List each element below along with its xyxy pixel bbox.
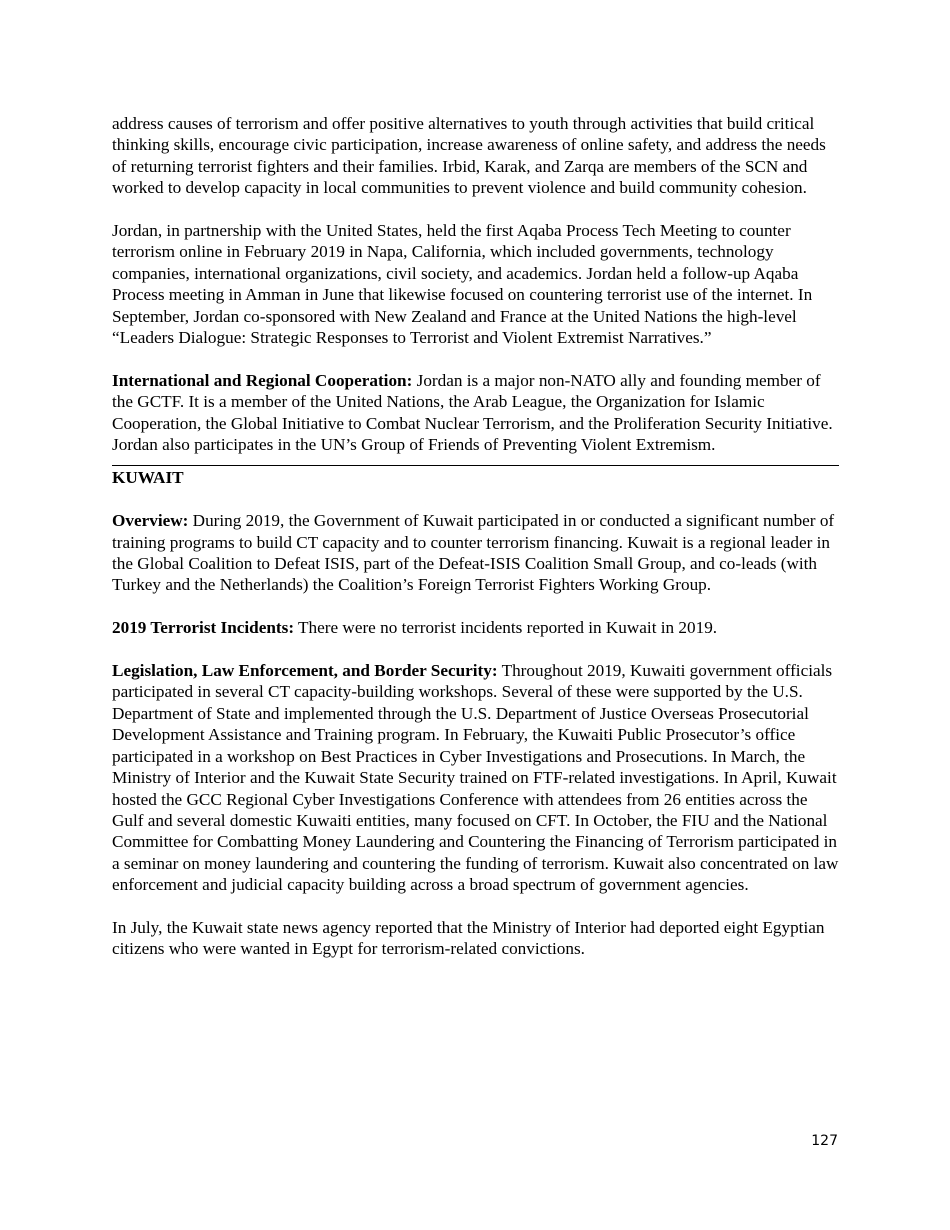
paragraph-lead: International and Regional Cooperation:: [112, 370, 413, 390]
paragraph-text: Throughout 2019, Kuwaiti government officials participated in several CT capacity-building workshops. Several of these were supported by the U.S. Department of State and implemented through the U.S. Department of Justice Overseas Prosecutorial Development Assistance and Training program. In February, the Kuwaiti Public Prosecutor’s office participated in a workshop on Best Practices in Cyber Investigations and Prosecutions. In March, the Ministry of Interior and the Kuwait State Security trained on FTF-related investigations. In April, Kuwait hosted the GCC Regional Cyber Investigations Conference with attendees from 26 entities across the Gulf and several domestic Kuwaiti entities, many focused on CFT. In October, the FIU and the National Committee for Combatting Money Laundering and Countering the Financing of Terrorism participated in a seminar on money laundering and countering the funding of terrorism. Kuwait also concentrated on law enforcement and judicial capacity building across a broad spectrum of government agencies.: [112, 661, 839, 895]
paragraph-jordan-aqaba: Jordan, in partnership with the United States, held the first Aqaba Process Tech Meeting to counter terrorism online in February 2019 in Napa, California, which included governments, technology companies, international organizations, civil society, and academics. Jordan held a follow-up Aqaba Process meeting in Amman in June that likewise focused on countering terrorist use of the internet. In September, Jordan co-sponsored with New Zealand and France at the United Nations the high-level “Leaders Dialogue: Strategic Responses to Terrorist and Violent Extremist Narratives.”: [112, 221, 813, 348]
document-page: [112, 113, 839, 981]
paragraph-kuwait-incidents: [112, 617, 839, 638]
paragraph-lead: Legislation, Law Enforcement, and Border Security:: [112, 661, 498, 681]
paragraph-text: There were no terrorist incidents reported in Kuwait in 2019.: [294, 618, 718, 638]
paragraph-lead: 2019 Terrorist Incidents:: [112, 618, 295, 638]
paragraph-text: During 2019, the Government of Kuwait participated in or conducted a significant number of training programs to build CT capacity and to counter terrorism financing. Kuwait is a regional leader in the Global Coalition to Defeat ISIS, part of the Defeat-ISIS Coalition Small Group, and co-leads (with Turkey and the Netherlands) the Coalition’s Foreign Terrorist Fighters Working Group.: [112, 511, 835, 595]
paragraph-jordan-cooperation: [112, 370, 839, 456]
paragraph-kuwait-deportation: In July, the Kuwait state news agency reported that the Ministry of Interior had deported eight Egyptian citizens who were wanted in Egypt for terrorism-related convictions.: [112, 917, 825, 959]
page-number: 127: [811, 1133, 838, 1149]
section-title-kuwait: KUWAIT: [112, 468, 184, 488]
paragraph-kuwait-overview: [112, 510, 839, 596]
paragraph-lead: Overview:: [112, 511, 189, 531]
paragraph-text: Jordan is a major non-NATO ally and founding member of the GCTF. It is a member of the United Nations, the Arab League, the Organization for Islamic Cooperation, the Global Initiative to Combat Nuclear Terrorism, and the Proliferation Security Initiative. Jordan also participates in the UN’s Group of Friends of Preventing Violent Extremism.: [112, 370, 833, 455]
paragraph-kuwait-legislation: [112, 660, 839, 895]
paragraph-jordan-youth: address causes of terrorism and offer positive alternatives to youth through activities that build critical thinking skills, encourage civic participation, increase awareness of online safety, and address the needs of returning terrorist fighters and their families. Irbid, Karak, and Zarqa are members of the SCN and worked to develop capacity in local communities to prevent violence and build community cohesion.: [112, 114, 826, 198]
section-divider: [112, 465, 839, 466]
